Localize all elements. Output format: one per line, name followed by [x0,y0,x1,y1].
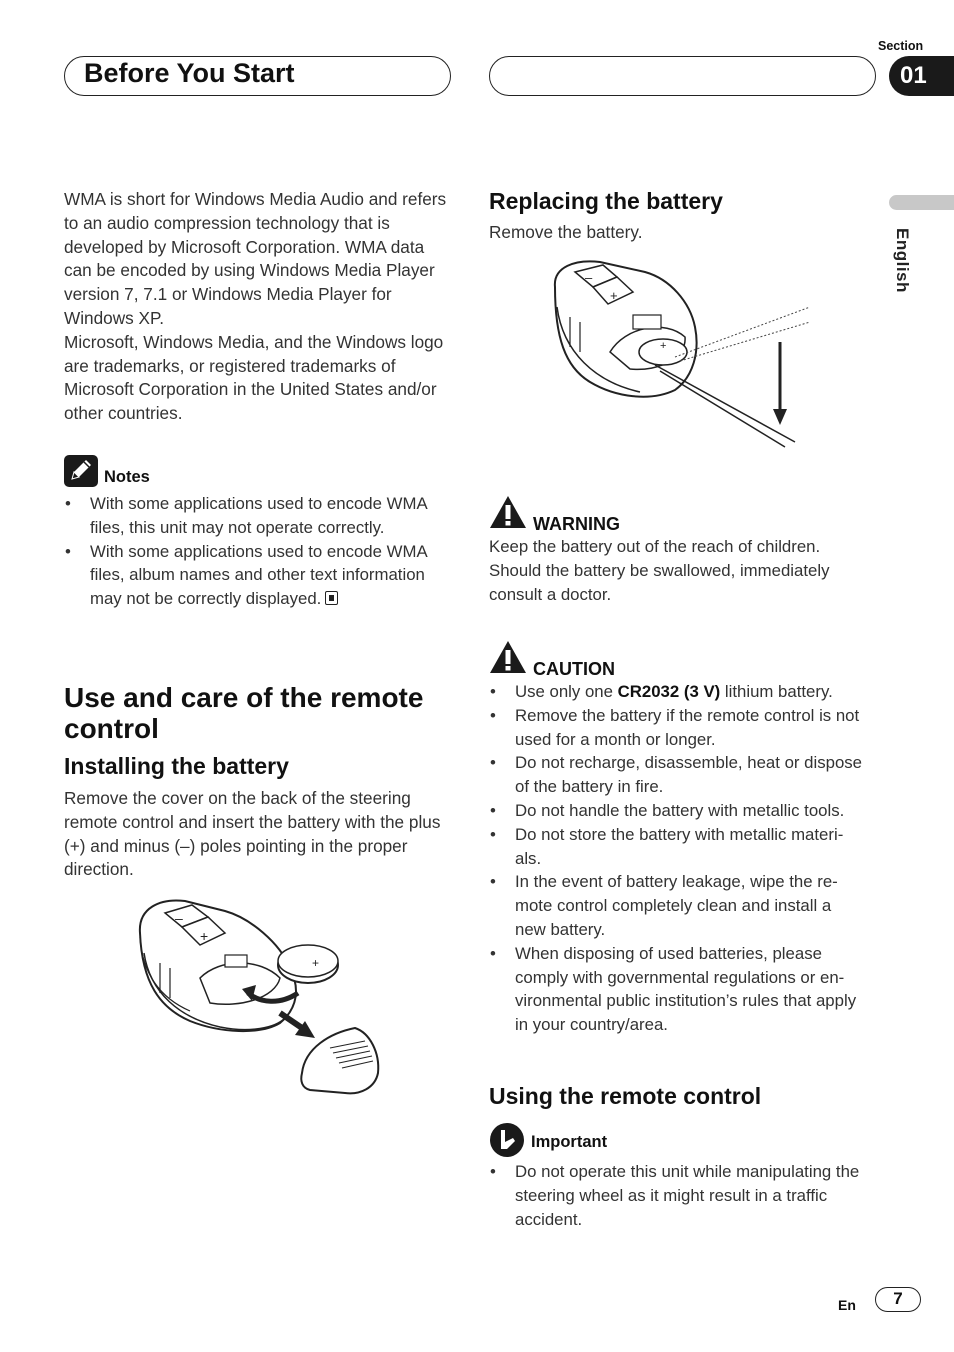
caution-item: • Use only one CR2032 (3 V) lithium battery. [489,680,879,704]
svg-text:+: + [610,288,618,303]
replacing-text: Remove the battery. [489,222,643,242]
caution-item: • When disposing of used batteries, please comply with governmental regulations or en-vironmental public institution’s rules that apply in your country/area. [489,942,869,1037]
page-number: 7 [875,1287,921,1312]
caution-item: • In the event of battery leakage, wipe the re-mote control completely clean and install a new battery. [489,870,859,941]
section-heading-remote: Use and care of the remote control [64,682,424,744]
using-heading: Using the remote control [489,1083,762,1109]
page-title: Before You Start [84,58,295,88]
wma-description [64,188,454,426]
notes-label: Notes [104,468,150,486]
important-hand-icon [489,1122,525,1163]
caution-item: • Remove the battery if the remote control is not used for a month or longer. [489,704,879,752]
section-label: Section [878,39,924,53]
battery-model: CR2032 (3 V) [617,682,721,701]
replacing-battery-illustration [545,257,815,462]
pencil-note-icon [64,455,98,492]
caution-list [489,680,879,1037]
caution-item: • Do not recharge, disassemble, heat or dispose of the battery in fire. [489,751,879,799]
end-mark-icon [325,591,338,605]
installing-heading: Installing the battery [64,753,289,779]
notes-header [64,455,150,492]
important-list [489,1160,881,1231]
note-item: • With some applications used to encode WMA files, album names and other text information may not be correctly displayed. [64,540,454,611]
caution-label: CAUTION [533,659,615,679]
section-number-badge: 01 [889,56,954,96]
notes-list [64,492,454,611]
caution-item: • Do not store the battery with metallic materi-als. [489,823,859,871]
important-item: • Do not operate this unit while manipulating the steering wheel as it might result in a traffic accident. [489,1160,881,1231]
svg-text:+: + [660,340,667,352]
caution-item: • Do not handle the battery with metallic tools. [489,799,879,823]
wma-paragraph-1: WMA is short for Windows Media Audio and refers to an audio compression technology that is developed by Microsoft Corporation. WMA data can be encoded by using Windows Media Player version 7, 7.1 or Windows Media Player for Windows XP. [64,189,447,328]
warning-label: WARNING [533,514,620,534]
caution-triangle-icon [489,640,527,679]
installing-text: Remove the cover on the back of the steering remote control and insert the battery with the plus (+) and minus (–) poles pointing in the proper direction. [64,788,441,880]
warning-text: Keep the battery out of the reach of children. Should the battery be swallowed, immediately consult a doctor. [489,537,830,604]
svg-text:–: – [175,910,183,926]
note-item: • With some applications used to encode WMA files, this unit may not operate correctly. [64,492,454,540]
header-blank-frame [489,56,876,96]
warning-header [489,495,620,534]
language-label: English [893,228,912,293]
svg-text:+: + [200,928,209,944]
important-label: Important [531,1133,608,1151]
wma-paragraph-2: Microsoft, Windows Media, and the Windows logo are trademarks, or registered trademarks of Microsoft Corporation in the United States and/or other countries. [64,331,444,424]
warning-triangle-icon [489,495,527,534]
language-tab-marker [889,195,954,210]
svg-text:–: – [585,270,593,285]
important-header [489,1122,607,1163]
installing-battery-illustration [130,893,390,1108]
caution-header [489,640,615,679]
replacing-heading: Replacing the battery [489,188,723,214]
svg-text:+: + [312,956,320,970]
footer-language: En [838,1297,856,1313]
